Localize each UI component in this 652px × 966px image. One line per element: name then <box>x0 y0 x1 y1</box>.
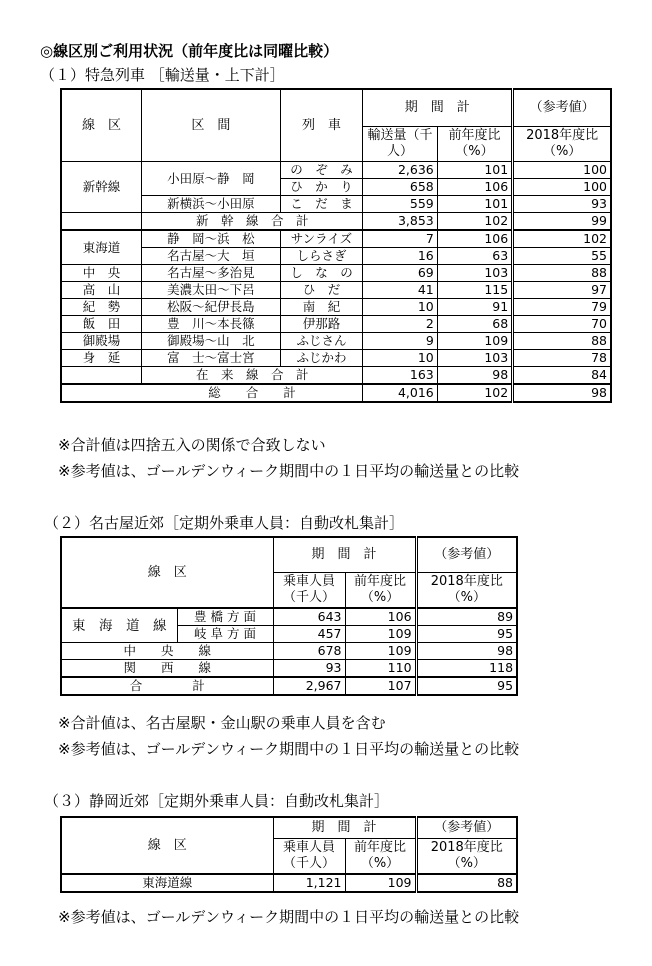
volume-cell: 2 <box>363 316 437 333</box>
yoy-cell: 109 <box>345 874 415 892</box>
line-cell: 紀 勢 <box>61 299 142 316</box>
yoy-cell: 68 <box>437 316 511 333</box>
ref-cell: 93 <box>514 196 611 213</box>
yoy-cell: 106 <box>437 230 511 248</box>
ref-cell: 88 <box>417 874 517 892</box>
section3-heading: （３）静岡近郊［定期外乗車人員：自動改札集計］ <box>44 792 390 810</box>
direction-cell: 豊 橋 方 面 <box>177 608 273 626</box>
header-line: 線 区 <box>61 537 273 608</box>
section2-heading: （２）名古屋近郊［定期外乗車人員：自動改札集計］ <box>44 514 405 532</box>
ref-cell: 88 <box>514 265 611 282</box>
header-ref2018: 2018年度比（%） <box>514 127 611 162</box>
section1-heading: （１）特急列車 ［輸送量・上下計］ <box>40 66 285 84</box>
train-cell: 南 紀 <box>280 299 363 316</box>
blank-cell <box>61 213 142 231</box>
volume-cell: 2,636 <box>363 162 437 179</box>
line-cell: 高 山 <box>61 282 142 299</box>
train-cell: こ だ ま <box>280 196 363 213</box>
ref-cell: 102 <box>514 230 611 248</box>
header-ref2018: 2018年度比（%） <box>417 573 517 609</box>
ref-cell: 98 <box>417 643 517 660</box>
volume-cell: 10 <box>363 299 437 316</box>
header-train: 列 車 <box>280 89 363 162</box>
ref-cell: 100 <box>514 179 611 196</box>
ref-cell: 95 <box>417 626 517 643</box>
header-yoy: 前年度比（%） <box>345 573 415 609</box>
yoy-cell: 110 <box>345 660 415 678</box>
header-period: 期 間 計 <box>273 817 415 839</box>
ref-cell: 78 <box>514 350 611 367</box>
header-riders: 乗車人員（千人） <box>273 839 345 875</box>
line-cell: 東海道線 <box>61 874 273 892</box>
total-label: 合 計 <box>61 677 273 695</box>
ref-cell: 88 <box>514 333 611 350</box>
volume-cell: 3,853 <box>363 213 437 231</box>
line-cell: 飯 田 <box>61 316 142 333</box>
ref-cell: 100 <box>514 162 611 179</box>
volume-cell: 10 <box>363 350 437 367</box>
train-cell: ふじかわ <box>280 350 363 367</box>
yoy-cell: 103 <box>437 265 511 282</box>
volume-cell: 69 <box>363 265 437 282</box>
line-cell: 東 海 道 線 <box>61 608 177 643</box>
yoy-cell: 109 <box>345 626 415 643</box>
ref-cell: 89 <box>417 608 517 626</box>
yoy-cell: 106 <box>437 179 511 196</box>
header-volume: 輸送量（千人） <box>363 127 437 162</box>
yoy-cell: 102 <box>437 213 511 231</box>
riders-cell: 457 <box>273 626 345 643</box>
header-ref: （参考値） <box>514 89 611 127</box>
volume-cell: 9 <box>363 333 437 350</box>
subtotal-label: 新 幹 線 合 計 <box>142 213 363 231</box>
riders-cell: 2,967 <box>273 677 345 695</box>
note: ※合計値は四捨五入の関係で合致しない <box>58 436 326 454</box>
line-cell: 新幹線 <box>61 162 142 213</box>
yoy-cell: 101 <box>437 196 511 213</box>
blank-cell <box>61 367 142 385</box>
yoy-cell: 98 <box>437 367 511 385</box>
volume-cell: 658 <box>363 179 437 196</box>
section-cell: 小田原～静 岡 <box>142 162 281 196</box>
ref-cell: 55 <box>514 248 611 265</box>
ref-cell: 97 <box>514 282 611 299</box>
ref-cell: 70 <box>514 316 611 333</box>
grand-total-label: 総 合 計 <box>142 384 363 402</box>
line-cell: 身 延 <box>61 350 142 367</box>
header-period: 期 間 計 <box>363 89 512 127</box>
yoy-cell: 107 <box>345 677 415 695</box>
section-cell: 御殿場～山 北 <box>142 333 281 350</box>
yoy-cell: 102 <box>437 384 511 402</box>
note: ※参考値は、ゴールデンウィーク期間中の１日平均の輸送量との比較 <box>58 740 520 758</box>
riders-cell: 643 <box>273 608 345 626</box>
page-title: ◎線区別ご利用状況（前年度比は同曜比較） <box>40 42 339 60</box>
express-train-table <box>60 88 612 403</box>
ref-cell: 95 <box>417 677 517 695</box>
volume-cell: 559 <box>363 196 437 213</box>
yoy-cell: 106 <box>345 608 415 626</box>
yoy-cell: 63 <box>437 248 511 265</box>
riders-cell: 93 <box>273 660 345 678</box>
ref-cell: 99 <box>514 213 611 231</box>
header-line: 線 区 <box>61 817 273 874</box>
train-cell: ひ か り <box>280 179 363 196</box>
section-cell: 富 士～富士宮 <box>142 350 281 367</box>
header-ref: （参考値） <box>417 817 517 839</box>
volume-cell: 163 <box>363 367 437 385</box>
note: ※参考値は、ゴールデンウィーク期間中の１日平均の輸送量との比較 <box>58 908 520 926</box>
section-cell: 豊 川～本長篠 <box>142 316 281 333</box>
header-line: 線 区 <box>61 89 142 162</box>
header-ref: （参考値） <box>417 537 517 573</box>
section-cell: 静 岡～浜 松 <box>142 230 281 248</box>
note: ※合計値は、名古屋駅・金山駅の乗車人員を含む <box>58 714 386 732</box>
train-cell: ふじさん <box>280 333 363 350</box>
header-section: 区 間 <box>142 89 281 162</box>
ref-cell: 118 <box>417 660 517 678</box>
yoy-cell: 109 <box>345 643 415 660</box>
header-yoy: 前年度比（%） <box>437 127 511 162</box>
volume-cell: 16 <box>363 248 437 265</box>
section-cell: 名古屋～大 垣 <box>142 248 281 265</box>
yoy-cell: 103 <box>437 350 511 367</box>
volume-cell: 4,016 <box>363 384 437 402</box>
header-riders: 乗車人員（千人） <box>273 573 345 609</box>
train-cell: 伊那路 <box>280 316 363 333</box>
train-cell: し な の <box>280 265 363 282</box>
volume-cell: 41 <box>363 282 437 299</box>
line-cell: 東海道 <box>61 230 142 265</box>
section-cell: 松阪～紀伊長島 <box>142 299 281 316</box>
line-cell: 中 央 線 <box>61 643 273 660</box>
train-cell: ひ だ <box>280 282 363 299</box>
header-ref2018: 2018年度比（%） <box>417 839 517 875</box>
yoy-cell: 115 <box>437 282 511 299</box>
nagoya-table <box>60 536 518 696</box>
blank-cell <box>61 384 142 402</box>
line-cell: 中 央 <box>61 265 142 282</box>
train-cell: しらさぎ <box>280 248 363 265</box>
header-period: 期 間 計 <box>273 537 415 573</box>
section-cell: 名古屋～多治見 <box>142 265 281 282</box>
ref-cell: 98 <box>514 384 611 402</box>
header-yoy: 前年度比（%） <box>345 839 415 875</box>
yoy-cell: 101 <box>437 162 511 179</box>
section-cell: 美濃太田～下呂 <box>142 282 281 299</box>
direction-cell: 岐 阜 方 面 <box>177 626 273 643</box>
train-cell: サンライズ <box>280 230 363 248</box>
riders-cell: 678 <box>273 643 345 660</box>
yoy-cell: 109 <box>437 333 511 350</box>
note: ※参考値は、ゴールデンウィーク期間中の１日平均の輸送量との比較 <box>58 462 520 480</box>
line-cell: 御殿場 <box>61 333 142 350</box>
section-cell: 新横浜～小田原 <box>142 196 281 213</box>
shizuoka-table <box>60 816 518 893</box>
subtotal-label: 在 来 線 合 計 <box>142 367 363 385</box>
yoy-cell: 91 <box>437 299 511 316</box>
riders-cell: 1,121 <box>273 874 345 892</box>
train-cell: の ぞ み <box>280 162 363 179</box>
ref-cell: 79 <box>514 299 611 316</box>
line-cell: 関 西 線 <box>61 660 273 678</box>
ref-cell: 84 <box>514 367 611 385</box>
volume-cell: 7 <box>363 230 437 248</box>
